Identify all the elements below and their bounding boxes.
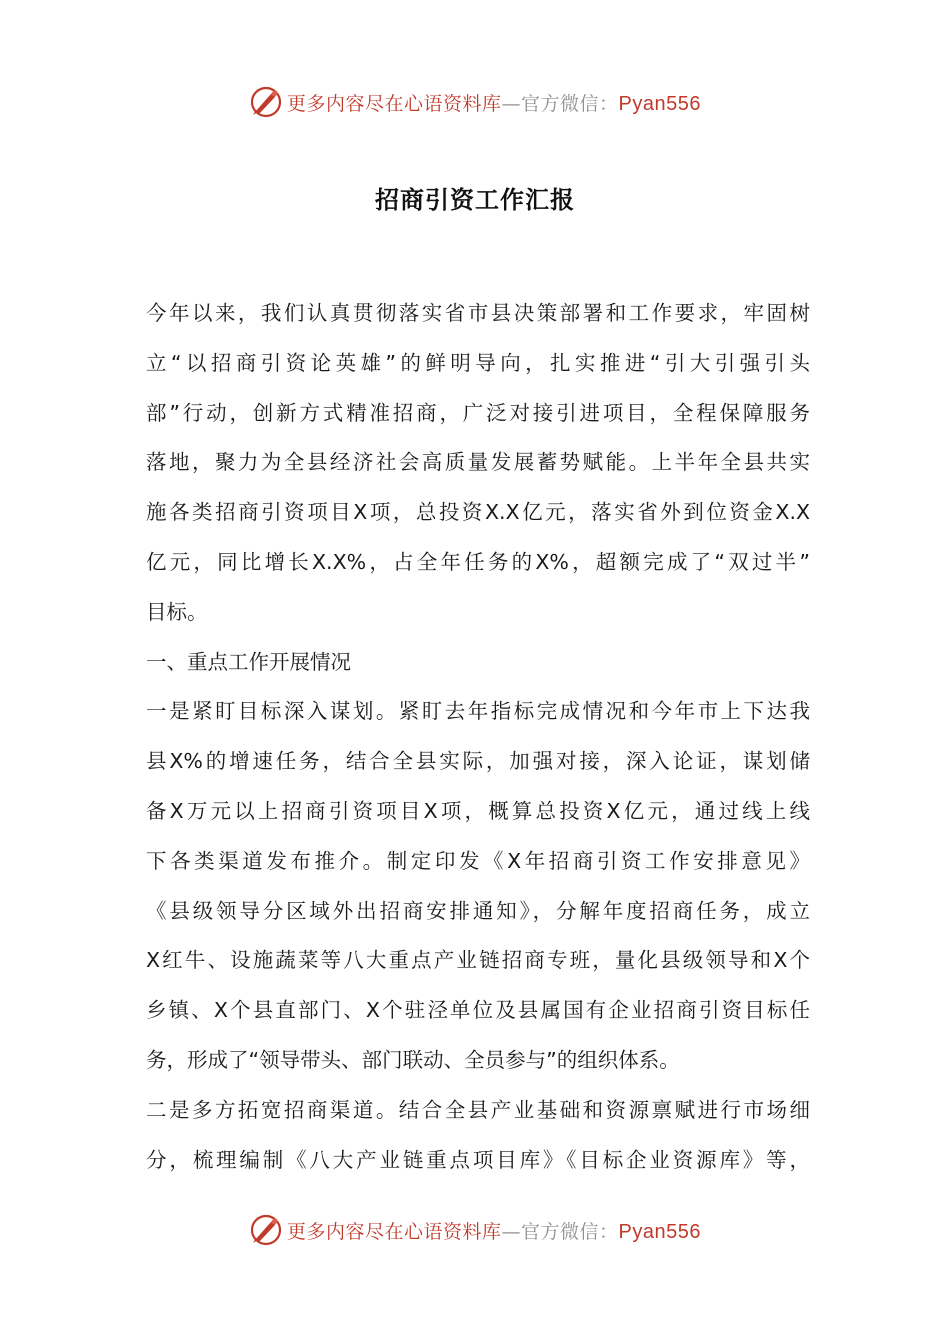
section-heading: 一、重点工作开展情况 (146, 649, 351, 674)
watermark-dash: — (501, 1220, 522, 1243)
watermark-wechat-label: 官方微信： (521, 1220, 619, 1243)
body-line: 亿元，同比增长X.X%，占全年任务的X%，超额完成了“双过半” (146, 549, 810, 574)
watermark-wechat-id: Pyan556 (618, 1220, 701, 1243)
watermark-text (287, 89, 701, 116)
body-line: 一是紧盯目标深入谋划。紧盯去年指标完成情况和今年市上下达我 (146, 699, 810, 724)
watermark-wechat-label: 官方微信： (521, 92, 619, 115)
body-line: 下各类渠道发布推介。制定印发《X年招商引资工作安排意见》 (146, 848, 810, 873)
watermark-text (287, 1217, 701, 1244)
body-line: 乡镇、X个县直部门、X个驻泾单位及县属国有企业招商引资目标任 (146, 998, 810, 1023)
body-line: 县X%的增速任务，结合全县实际，加强对接，深入论证，谋划储 (146, 749, 810, 774)
body-line: 二是多方拓宽招商渠道。结合全县产业基础和资源禀赋进行市场细 (146, 1097, 810, 1122)
header-watermark (0, 82, 950, 122)
body-line: 务，形成了“领导带头、部门联动、全员参与”的组织体系。 (146, 1047, 680, 1072)
body-line: 分，梳理编制《八大产业链重点项目库》《目标企业资源库》等， (146, 1147, 810, 1172)
body-line: 施各类招商引资项目X项，总投资X.X亿元，落实省外到位资金X.X (146, 500, 810, 525)
body-line: 立“以招商引资论英雄”的鲜明导向，扎实推进“引大引强引头 (146, 350, 810, 375)
footer-watermark (0, 1210, 950, 1250)
watermark-wechat-id: Pyan556 (618, 92, 701, 115)
pen-circle-logo-icon (249, 85, 283, 119)
pen-circle-logo-icon (249, 1213, 283, 1247)
document-title: 招商引资工作汇报 (375, 185, 575, 214)
body-line: X红牛、设施蔬菜等八大重点产业链招商专班，量化县级领导和X个 (146, 948, 810, 973)
body-line: 目标。 (146, 599, 208, 624)
body-line: 部”行动，创新方式精准招商，广泛对接引进项目，全程保障服务 (146, 400, 810, 425)
body-line: 落地，聚力为全县经济社会高质量发展蓄势赋能。上半年全县共实 (146, 450, 810, 475)
document-body (146, 289, 810, 1185)
watermark-dash: — (501, 92, 522, 115)
watermark-brand: 更多内容尽在心语资料库 (287, 92, 502, 115)
watermark-brand: 更多内容尽在心语资料库 (287, 1220, 502, 1243)
body-line: 备X万元以上招商引资项目X项，概算总投资X亿元，通过线上线 (146, 798, 810, 823)
body-line: 《县级领导分区域外出招商安排通知》，分解年度招商任务，成立 (146, 898, 810, 923)
body-line: 今年以来，我们认真贯彻落实省市县决策部署和工作要求，牢固树 (146, 301, 810, 325)
